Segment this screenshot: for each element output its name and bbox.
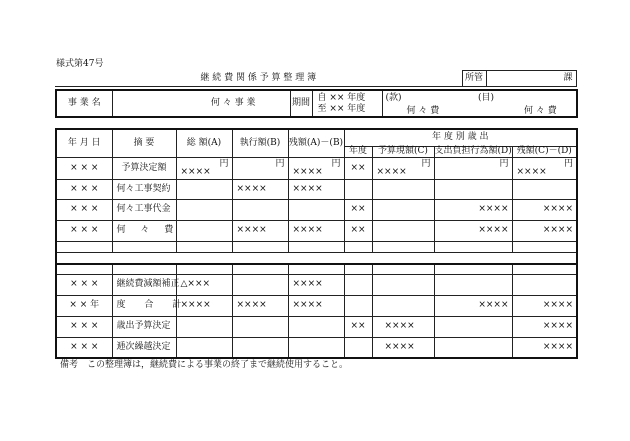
col-balance-cd: 残額(C)－(D) xyxy=(512,146,577,157)
table-row: × × × 歳出予算決定 ×× ×××× ×××× xyxy=(56,316,577,337)
col-date: 年 月 日 xyxy=(56,129,112,157)
period-label: 期間 xyxy=(290,90,312,117)
form-number: 様式第47号 xyxy=(56,59,104,69)
table-row: × × × 何々工事代金 ×× ×××× ×××× xyxy=(56,199,577,220)
col-expenditure: 支出負担行為額(D) xyxy=(434,146,512,156)
kan-cell xyxy=(382,90,452,117)
project-header xyxy=(55,89,578,118)
col-budget-current: 予算現額(C) xyxy=(372,146,434,157)
footnote: 備考 この整理簿は，継続費による事業の終了まで継続使用すること。 xyxy=(60,360,349,370)
col-annual-group: 年 度 別 歳 出 xyxy=(344,129,577,146)
col-executed: 執行額(B) xyxy=(232,129,288,157)
period-to: 至 ×× 年度 xyxy=(317,103,366,114)
project-name-value: 何 々 事 業 xyxy=(112,90,290,117)
moku-label: (目) xyxy=(478,93,495,103)
moku-value: 何 々 費 xyxy=(524,106,557,116)
page-title: 継 続 費 関 係 予 算 整 理 簿 xyxy=(55,71,462,87)
title-table xyxy=(55,70,577,87)
table-row: × × × 何 々 費 ×××× ×××× ×× ×××× ×××× xyxy=(56,220,577,241)
kan-value: 何 々 費 xyxy=(406,106,440,116)
kan-label: (款) xyxy=(385,93,402,103)
moku-cell xyxy=(452,90,577,117)
table-row-empty xyxy=(56,264,577,274)
table-gap xyxy=(56,252,577,264)
col-fiscal-year: 年度 xyxy=(344,146,372,157)
table-row: × × × 予算決定額 円 ×××× 円 円 ×××× ×× 円 ×××× 円 円 ×××× xyxy=(56,157,577,179)
table-row: × × × 何々工事契約 ×××× ×××× xyxy=(56,179,577,199)
col-balance: 残額(A)－(B) xyxy=(288,129,344,157)
table-row: × × × 継続費減額補正 △××× ×××× xyxy=(56,274,577,295)
table-row: × × 年 度 合 計 ×××× ×××× ×××× ×××× ×××× xyxy=(56,295,577,316)
section-label: 課 xyxy=(486,71,576,87)
period-range xyxy=(312,90,382,117)
ministry-label: 所管 xyxy=(462,71,486,87)
project-name-label: 事 業 名 xyxy=(56,90,112,117)
table-row-empty xyxy=(56,241,577,252)
period-from: 自 ×× 年度 xyxy=(317,92,366,103)
table-row: × × × 逓次繰越決定 ×××× ×××× xyxy=(56,337,577,358)
ledger-table xyxy=(55,128,578,359)
col-total: 総 額(A) xyxy=(176,129,232,157)
col-summary: 摘 要 xyxy=(112,129,176,157)
